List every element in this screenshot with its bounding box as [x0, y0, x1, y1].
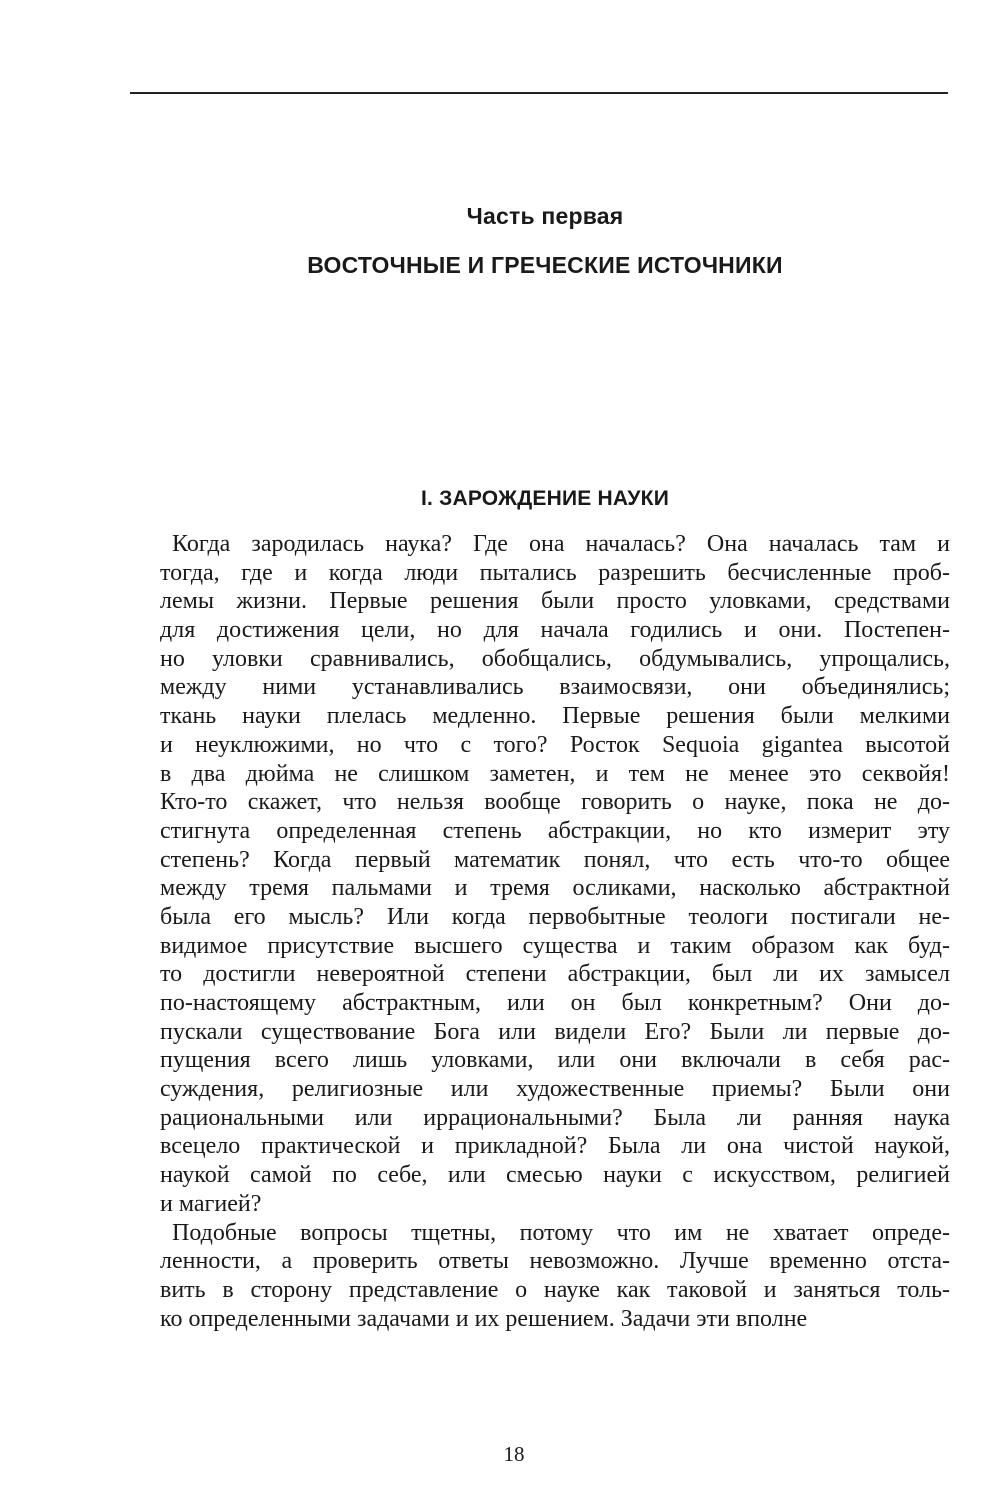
- text-line: степень? Когда первый математик понял, что есть что-то общее: [160, 846, 950, 873]
- text-line: ко определенными задачами и их решением. Задачи эти вполне: [160, 1305, 808, 1332]
- text-line: пускали существование Бога или видели Его? Были ли первые до-: [160, 1018, 950, 1045]
- text-line: и магией?: [160, 1190, 262, 1217]
- page-number: 18: [503, 1442, 525, 1466]
- text-line: лемы жизни. Первые решения были просто уловками, средствами: [160, 588, 950, 615]
- text-line: рациональными или иррациональными? Была ли ранняя наука: [160, 1104, 950, 1131]
- body-text: [160, 530, 950, 1333]
- text-line: Когда зародилась наука? Где она началась? Она началась там и: [172, 531, 950, 557]
- text-line: тогда, где и когда люди пытались разрешить бесчисленные проб-: [160, 559, 950, 586]
- text-line: Кто-то скажет, что нельзя вообще говорить о науке, пока не до-: [160, 789, 950, 816]
- text-line: наукой самой по себе, или смесью науки с искусством, религией: [160, 1162, 950, 1189]
- text-line: всецело практической и прикладной? Была ли она чистой наукой,: [160, 1133, 950, 1160]
- text-line: ленности, а проверить ответы невозможно. Лучше временно отста-: [160, 1248, 950, 1275]
- text-line: по-настоящему абстрактным, или он был конкретным? Они до-: [160, 990, 950, 1016]
- part-title: ВОСТОЧНЫЕ И ГРЕЧЕСКИЕ ИСТОЧНИКИ: [307, 252, 783, 278]
- text-line: видимое присутствие высшего существа и таким образом как буд-: [160, 932, 950, 959]
- text-line: пущения всего лишь уловками, или они включали в себя рас-: [160, 1047, 950, 1074]
- text-line: Подобные вопросы тщетны, потому что им не хватает опреде-: [172, 1219, 950, 1246]
- text-line: вить в сторону представление о науке как таковой и заняться толь-: [160, 1276, 950, 1303]
- text-line: и неуклюжими, но что с того? Росток Sequoia gigantea высотой: [160, 731, 950, 758]
- text-line: для достижения цели, но для начала годились и они. Постепен-: [160, 617, 950, 644]
- section-title: I. ЗАРОЖДЕНИЕ НАУКИ: [421, 487, 669, 510]
- text-line: то достигли невероятной степени абстракции, был ли их замысел: [160, 961, 950, 988]
- text-line: но уловки сравнивались, обобщались, обдумывались, упрощались,: [160, 645, 950, 672]
- text-line: между тремя пальмами и тремя осликами, насколько абстрактной: [160, 875, 950, 902]
- text-line: между ними устанавливались взаимосвязи, они объединялись;: [160, 674, 950, 701]
- text-line: суждения, религиозные или художественные приемы? Были они: [160, 1076, 950, 1103]
- text-line: была его мысль? Или когда первобытные теологи постигали не-: [160, 903, 950, 930]
- header-rule: [130, 92, 948, 94]
- part-label: Часть первая: [466, 203, 624, 229]
- text-line: в два дюйма не слишком заметен, и тем не менее это секвойя!: [160, 760, 950, 787]
- text-line: ткань науки плелась медленно. Первые решения были мелкими: [160, 703, 950, 730]
- text-line: стигнута определенная степень абстракции, но кто измерит эту: [160, 817, 950, 844]
